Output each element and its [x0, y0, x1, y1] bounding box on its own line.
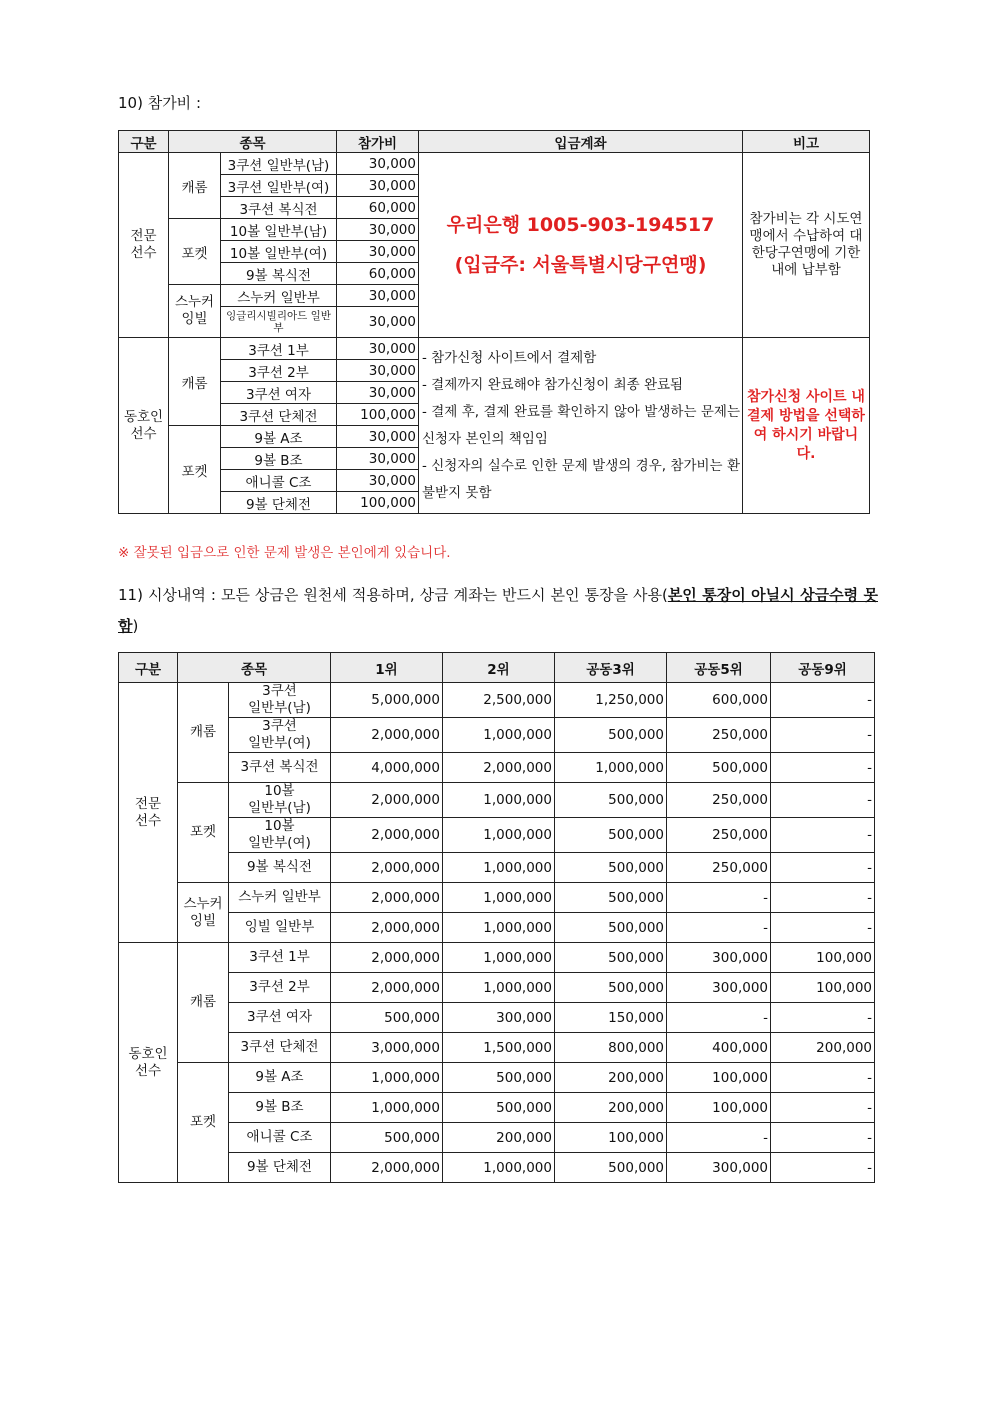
prize-amount-cell: 500,000: [555, 943, 667, 973]
event-cell: 10볼 일반부(남): [221, 219, 337, 241]
prize-amount-cell: -: [771, 783, 875, 818]
table-row: [119, 718, 875, 753]
fee-cell: 30,000: [337, 175, 419, 197]
fee-header-cell: 구분: [119, 131, 169, 153]
prize-amount-cell: 1,000,000: [555, 753, 667, 783]
prize-header-cell: 공동3위: [555, 653, 667, 683]
prize-amount-cell: 500,000: [555, 718, 667, 753]
fee-header-cell: 종목: [169, 131, 337, 153]
prize-amount-cell: -: [771, 1123, 875, 1153]
prize-amount-cell: 1,500,000: [443, 1033, 555, 1063]
group-cell-amateur: 동호인 선수: [119, 943, 178, 1183]
fee-cell: 60,000: [337, 263, 419, 285]
category-cell: 포켓: [178, 783, 229, 883]
prize-amount-cell: 2,000,000: [331, 883, 443, 913]
prize-amount-cell: 2,000,000: [331, 943, 443, 973]
event-cell: 3쿠션 1부: [229, 943, 331, 973]
event-cell: 3쿠션 일반부(남): [229, 683, 331, 718]
fee-cell: 100,000: [337, 492, 419, 514]
fee-cell: 30,000: [337, 470, 419, 492]
prize-amount-cell: 500,000: [331, 1003, 443, 1033]
prize-amount-cell: 1,000,000: [443, 783, 555, 818]
group-cell-pro: 전문 선수: [119, 153, 169, 338]
table-row: [119, 1003, 875, 1033]
prize-amount-cell: -: [771, 913, 875, 943]
prize-amount-cell: 2,000,000: [443, 753, 555, 783]
event-cell: 3쿠션 일반부(남): [221, 153, 337, 175]
fee-header-cell: 참가비: [337, 131, 419, 153]
event-cell: 9볼 단체전: [229, 1153, 331, 1183]
prize-amount-cell: 300,000: [667, 973, 771, 1003]
category-cell: 스누커 잉빌: [178, 883, 229, 943]
fee-cell: 30,000: [337, 448, 419, 470]
prize-amount-cell: 500,000: [555, 1153, 667, 1183]
prize-amount-cell: -: [771, 1063, 875, 1093]
prize-amount-cell: 500,000: [555, 853, 667, 883]
fee-cell: 30,000: [337, 382, 419, 404]
prize-amount-cell: 100,000: [667, 1093, 771, 1123]
table-row: [119, 1093, 875, 1123]
prize-amount-cell: -: [771, 718, 875, 753]
pro-note-cell: 참가비는 각 시도연맹에서 수납하여 대한당구연맹에 기한 내에 납부함: [743, 153, 870, 338]
prize-amount-cell: 2,000,000: [331, 913, 443, 943]
prize-amount-cell: 2,000,000: [331, 853, 443, 883]
event-cell: 잉빌 일반부: [229, 913, 331, 943]
event-cell: 3쿠션 1부: [221, 338, 337, 360]
prize-amount-cell: 1,250,000: [555, 683, 667, 718]
prize-amount-cell: -: [771, 883, 875, 913]
prize-amount-cell: -: [771, 818, 875, 853]
prize-amount-cell: 150,000: [555, 1003, 667, 1033]
prize-amount-cell: 500,000: [555, 883, 667, 913]
category-cell: 캐롬: [169, 338, 221, 426]
prize-amount-cell: 200,000: [555, 1093, 667, 1123]
prize-amount-cell: 2,000,000: [331, 718, 443, 753]
prize-amount-cell: 1,000,000: [331, 1093, 443, 1123]
event-cell: 10볼 일반부(여): [221, 241, 337, 263]
event-cell: 3쿠션 여자: [221, 382, 337, 404]
fee-cell: 30,000: [337, 219, 419, 241]
table-row: [119, 783, 875, 818]
table-row: [119, 753, 875, 783]
prize-amount-cell: 500,000: [443, 1063, 555, 1093]
fee-header-cell: 입금계좌: [419, 131, 743, 153]
prize-amount-cell: 300,000: [667, 943, 771, 973]
prize-amount-cell: -: [771, 683, 875, 718]
section-11-text: 11) 시상내역 : 모든 상금은 원천세 적용하며, 상금 계좌는 반드시 본인 통장을 사용(: [118, 586, 668, 604]
event-cell: 3쿠션 2부: [229, 973, 331, 1003]
prize-amount-cell: 1,000,000: [443, 913, 555, 943]
prize-amount-cell: 2,000,000: [331, 783, 443, 818]
section-11-title: [118, 580, 878, 642]
prize-amount-cell: 500,000: [555, 818, 667, 853]
table-row: [119, 943, 875, 973]
event-cell: 잉글리시빌리아드 일반부: [221, 307, 337, 338]
prize-amount-cell: 2,000,000: [331, 973, 443, 1003]
table-row: [119, 1153, 875, 1183]
fee-header-cell: 비고: [743, 131, 870, 153]
prize-amount-cell: 500,000: [555, 783, 667, 818]
section-11-underlined: 본인 통장이 아닐시 상금수령 못함: [118, 586, 878, 635]
event-cell: 3쿠션 단체전: [221, 404, 337, 426]
prize-amount-cell: 1,000,000: [443, 943, 555, 973]
event-cell: 9볼 복식전: [221, 263, 337, 285]
prize-amount-cell: 1,000,000: [443, 883, 555, 913]
prize-amount-cell: 400,000: [667, 1033, 771, 1063]
prize-amount-cell: -: [771, 853, 875, 883]
prize-amount-cell: -: [667, 913, 771, 943]
table-row: [119, 1063, 875, 1093]
prize-amount-cell: -: [667, 883, 771, 913]
category-cell: 포켓: [169, 219, 221, 285]
fee-cell: 30,000: [337, 285, 419, 307]
table-row: [119, 913, 875, 943]
prize-amount-cell: 100,000: [771, 973, 875, 1003]
prize-amount-cell: 800,000: [555, 1033, 667, 1063]
payment-warning: ※ 잘못된 입금으로 인한 문제 발생은 본인에게 있습니다.: [118, 545, 451, 561]
prize-amount-cell: -: [771, 1003, 875, 1033]
event-cell: 3쿠션 일반부(여): [229, 718, 331, 753]
amateur-remark-cell: 참가신청 사이트 내 결제 방법을 선택하여 하시기 바랍니다.: [743, 338, 870, 514]
group-cell-amateur: 동호인 선수: [119, 338, 169, 514]
table-row: [119, 818, 875, 853]
prize-amount-cell: 250,000: [667, 783, 771, 818]
event-cell: 3쿠션 복식전: [221, 197, 337, 219]
table-row: [119, 1123, 875, 1153]
table-row: [119, 153, 870, 175]
bank-account-line: 우리은행 1005-903-194517: [446, 214, 715, 236]
bank-holder-line: (입금주: 서울특별시당구연맹): [454, 254, 707, 276]
table-row: [119, 883, 875, 913]
prize-amount-cell: 500,000: [555, 913, 667, 943]
fee-cell: 30,000: [337, 338, 419, 360]
group-cell-pro: 전문 선수: [119, 683, 178, 943]
prize-amount-cell: -: [667, 1123, 771, 1153]
category-cell: 캐롬: [178, 943, 229, 1063]
prize-amount-cell: 200,000: [443, 1123, 555, 1153]
fee-cell: 60,000: [337, 197, 419, 219]
event-cell: 3쿠션 복식전: [229, 753, 331, 783]
table-row: [119, 683, 875, 718]
prize-amount-cell: 250,000: [667, 818, 771, 853]
section-10-title: 10) 참가비 :: [118, 94, 201, 112]
prize-header-cell: 2위: [443, 653, 555, 683]
fee-cell: 30,000: [337, 241, 419, 263]
event-cell: 3쿠션 여자: [229, 1003, 331, 1033]
category-cell: 포켓: [178, 1063, 229, 1183]
prize-amount-cell: 1,000,000: [443, 1153, 555, 1183]
event-cell: 애니콜 C조: [229, 1123, 331, 1153]
prize-amount-cell: 500,000: [555, 973, 667, 1003]
prize-table: [118, 652, 875, 1183]
prize-amount-cell: 4,000,000: [331, 753, 443, 783]
event-cell: 3쿠션 2부: [221, 360, 337, 382]
event-cell: 9볼 단체전: [221, 492, 337, 514]
table-row: [119, 853, 875, 883]
event-cell: 3쿠션 단체전: [229, 1033, 331, 1063]
prize-amount-cell: 1,000,000: [443, 973, 555, 1003]
category-cell: 캐롬: [178, 683, 229, 783]
fee-cell: 30,000: [337, 153, 419, 175]
prize-amount-cell: 300,000: [667, 1153, 771, 1183]
prize-amount-cell: 2,500,000: [443, 683, 555, 718]
prize-amount-cell: 1,000,000: [443, 853, 555, 883]
event-cell: 9볼 A조: [229, 1063, 331, 1093]
event-cell: 스누커 일반부: [229, 883, 331, 913]
table-row: [119, 1033, 875, 1063]
fee-header-row: [119, 131, 870, 153]
prize-header-cell: 종목: [178, 653, 331, 683]
prize-amount-cell: 100,000: [667, 1063, 771, 1093]
prize-amount-cell: 200,000: [771, 1033, 875, 1063]
bank-account-cell: [419, 153, 743, 338]
prize-amount-cell: 5,000,000: [331, 683, 443, 718]
prize-amount-cell: -: [667, 1003, 771, 1033]
table-row: [119, 973, 875, 1003]
prize-header-cell: 공동5위: [667, 653, 771, 683]
event-cell: 10볼 일반부(여): [229, 818, 331, 853]
category-cell: 캐롬: [169, 153, 221, 219]
event-cell: 스누커 일반부: [221, 285, 337, 307]
prize-amount-cell: 1,000,000: [443, 718, 555, 753]
prize-amount-cell: 2,000,000: [331, 818, 443, 853]
prize-header-cell: 구분: [119, 653, 178, 683]
prize-amount-cell: 2,000,000: [331, 1153, 443, 1183]
section-11-close: ): [132, 617, 139, 635]
event-cell: 9볼 A조: [221, 426, 337, 448]
prize-amount-cell: 100,000: [771, 943, 875, 973]
event-cell: 10볼 일반부(남): [229, 783, 331, 818]
prize-amount-cell: 1,000,000: [443, 818, 555, 853]
table-row: [119, 338, 870, 360]
prize-amount-cell: 3,000,000: [331, 1033, 443, 1063]
prize-amount-cell: 500,000: [667, 753, 771, 783]
prize-header-row: [119, 653, 875, 683]
prize-amount-cell: -: [771, 1153, 875, 1183]
fee-cell: 30,000: [337, 360, 419, 382]
prize-amount-cell: 250,000: [667, 718, 771, 753]
entry-fee-table: [118, 130, 870, 514]
fee-cell: 30,000: [337, 426, 419, 448]
prize-amount-cell: 600,000: [667, 683, 771, 718]
prize-amount-cell: 100,000: [555, 1123, 667, 1153]
prize-amount-cell: 250,000: [667, 853, 771, 883]
prize-amount-cell: 500,000: [331, 1123, 443, 1153]
prize-amount-cell: 300,000: [443, 1003, 555, 1033]
event-cell: 9볼 B조: [229, 1093, 331, 1123]
category-cell: 포켓: [169, 426, 221, 514]
prize-amount-cell: 500,000: [443, 1093, 555, 1123]
amateur-notes-cell: - 참가신청 사이트에서 결제함 - 결제까지 완료해야 참가신청이 최종 완료됨 - 결제 후, 결제 완료를 확인하지 않아 발생하는 문제는 신청자 본인의 책임임 - 신청자의 실수로 인한 문제 발생의 경우, 참가비는 환불받지 못함: [419, 338, 743, 514]
event-cell: 9볼 복식전: [229, 853, 331, 883]
event-cell: 9볼 B조: [221, 448, 337, 470]
prize-amount-cell: -: [771, 753, 875, 783]
category-cell: 스누커 잉빌: [169, 285, 221, 338]
prize-header-cell: 1위: [331, 653, 443, 683]
prize-amount-cell: 200,000: [555, 1063, 667, 1093]
prize-amount-cell: 1,000,000: [331, 1063, 443, 1093]
prize-amount-cell: -: [771, 1093, 875, 1123]
fee-cell: 30,000: [337, 307, 419, 338]
event-cell: 3쿠션 일반부(여): [221, 175, 337, 197]
event-cell: 애니콜 C조: [221, 470, 337, 492]
prize-header-cell: 공동9위: [771, 653, 875, 683]
fee-cell: 100,000: [337, 404, 419, 426]
